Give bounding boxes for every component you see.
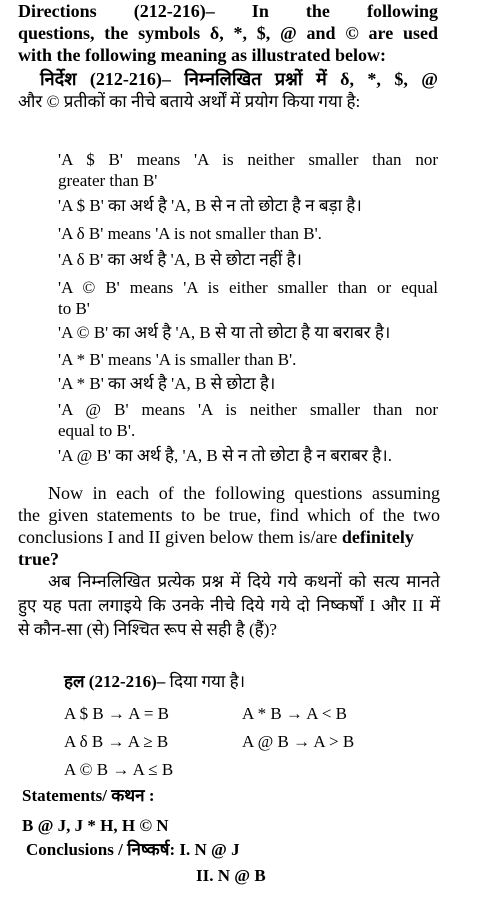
symbol-row [64,756,354,784]
definition-star-hi: 'A * B' का अर्थ है 'A, B से छोटा है। [58,374,276,393]
symbol-star: A * B → A < B [242,704,348,723]
symbol-empty [242,756,354,784]
instruction-en-line-4: true? [18,549,59,569]
symbol-meaning-table [64,700,354,784]
directions-hindi-line-2: और © प्रतीकों का नीचे बताये अर्थों में प्रयोग किया गया है: [18,92,361,111]
definition-copyright-hi: 'A © B' का अर्थ है 'A, B से या तो छोटा है या बराबर है। [58,323,391,342]
conclusions-line [26,840,446,860]
solution-heading-label: हल (212-216)– [64,672,166,691]
definition-dollar-en-1: 'A $ B' means 'A is neither smaller than nor [58,150,438,169]
solution-heading [64,672,444,692]
symbol-row [64,700,354,728]
definition-delta-hi: 'A δ B' का अर्थ है 'A, B से छोटा नहीं है। [58,250,302,269]
instruction-en-line-3-text: conclusions I and II given below them is/are [18,527,338,547]
statements-text: B @ J, J * H, H © N [22,816,169,835]
symbol-delta: A δ B → A ≥ B [64,732,169,751]
symbol-at: A @ B → A > B [242,732,355,751]
solution-heading-tail: दिया गया है। [169,672,246,691]
directions-line-1: Directions (212-216)– In the following [18,1,438,21]
instruction-hi-line-3: से कौन-सा (से) निश्चित रूप से सही है (हैं)? [18,620,277,639]
directions-line-3: with the following meaning as illustrated below: [18,45,387,65]
definition-copyright-en-2: to B' [58,299,90,318]
instruction-en-line-1: Now in each of the following questions assuming [48,483,440,503]
conclusions-label: Conclusions / निष्कर्ष: [26,840,176,859]
conclusion-1: I. N @ J [179,840,240,859]
definition-copyright-en-1: 'A © B' means 'A is either smaller than or equal [58,278,438,297]
statements-label: Statements/ कथन : [22,786,155,805]
definition-at-hi: 'A @ B' का अर्थ है, 'A, B से न तो छोटा है न बराबर है।. [58,446,392,465]
instruction-hi-line-2: हुए यह पता लगाइये कि उनके नीचे दिये गये दो निष्कर्षों I और II में [18,596,440,615]
definition-dollar-en-2: greater than B' [58,171,158,190]
directions-hindi-line-1: निर्देश (212-216)– निम्नलिखित प्रश्नों में δ, *, $, @ [40,69,438,89]
conclusion-2: II. N @ B [196,866,266,885]
symbol-copyright: A © B → A ≤ B [64,760,174,779]
definition-at-en-1: 'A @ B' means 'A is neither smaller than nor [58,400,438,419]
definition-at-en-2: equal to B'. [58,421,136,440]
instruction-en-line-2: the given statements to be true, find which of the two [18,505,440,525]
directions-line-2: questions, the symbols δ, *, $, @ and © are used [18,23,438,43]
instruction-emphasis: definitely [341,527,414,547]
definition-delta-en: 'A δ B' means 'A is not smaller than B'. [58,224,322,243]
instruction-en-line-3 [18,526,440,548]
definition-dollar-hi: 'A $ B' का अर्थ है 'A, B से न तो छोटा है न बड़ा है। [58,196,362,215]
symbol-dollar: A $ B → A = B [64,704,170,723]
instruction-hi-line-1: अब निम्नलिखित प्रत्येक प्रश्न में दिये गये कथनों को सत्य मानते [48,572,440,591]
definition-star-en: 'A * B' means 'A is smaller than B'. [58,350,297,369]
symbol-row [64,728,354,756]
